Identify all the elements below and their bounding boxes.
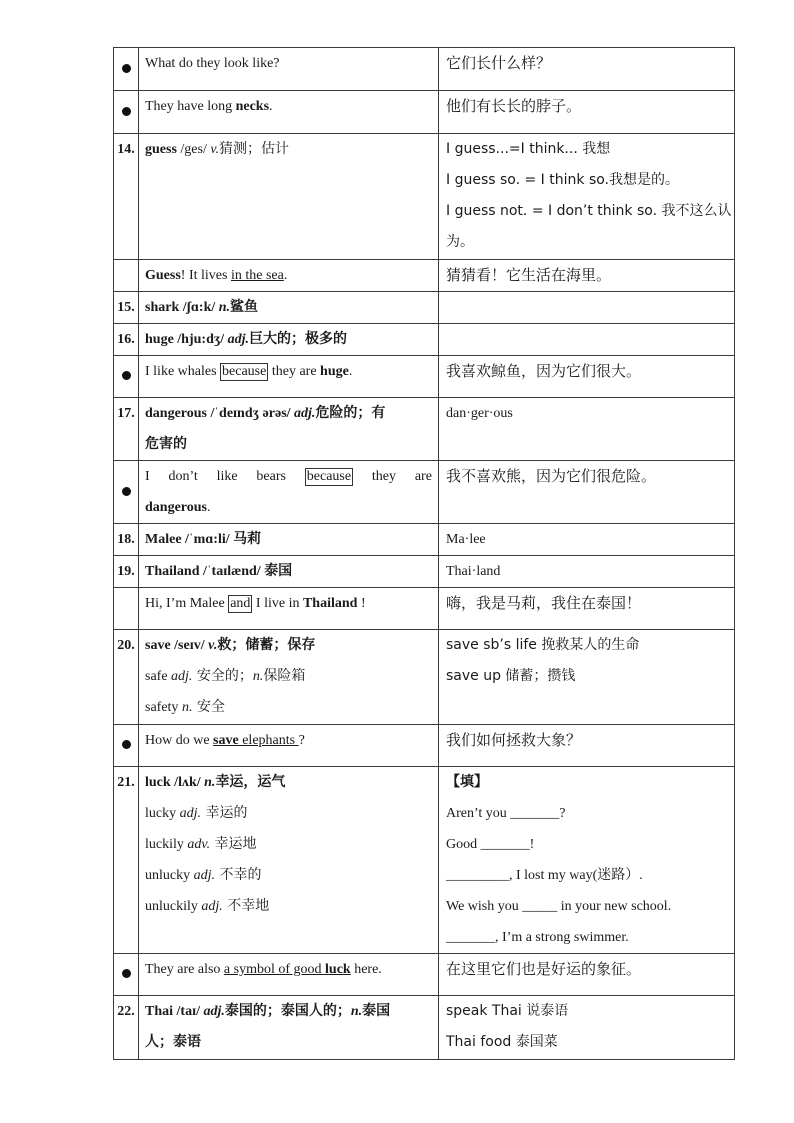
part-of-speech: adj. xyxy=(294,406,316,421)
usage-line: 为。 xyxy=(446,234,474,250)
exercise-line: We wish you _____ in your new school. xyxy=(446,899,672,914)
gloss: 泰国 xyxy=(264,563,293,579)
gloss: 不幸的 xyxy=(215,867,262,883)
syllable-text: dan·ger·ous xyxy=(446,406,513,421)
sentence-text: I like whales xyxy=(145,364,221,379)
entry-word xyxy=(139,556,439,588)
headword: save /seɪv/ xyxy=(145,638,209,653)
part-of-speech: v. xyxy=(210,142,220,157)
translation-text: 我喜欢鲸鱼，因为它们很大。 xyxy=(446,362,642,380)
sentence-text: They have long xyxy=(145,99,236,114)
usage-notes xyxy=(439,134,735,260)
gloss: 猜测；估计 xyxy=(219,141,290,157)
exercise-line: _______, I’m a strong swimmer. xyxy=(446,930,629,945)
word: bears xyxy=(256,469,286,484)
translation-text: 我们如何拯救大象？ xyxy=(446,731,582,749)
sentence-text: How do we xyxy=(145,733,214,748)
boxed-word: because xyxy=(222,364,267,379)
table-row xyxy=(114,48,735,91)
sentence-en xyxy=(139,356,439,398)
part-of-speech: adj. xyxy=(193,868,215,883)
syllables xyxy=(439,556,735,588)
part-of-speech: v. xyxy=(208,638,218,653)
entry-number: 14. xyxy=(114,134,139,260)
phonetic: /ges/ xyxy=(180,142,207,157)
gloss: 幸运的 xyxy=(201,805,248,821)
translation-text: 嗨，我是马莉，我住在泰国！ xyxy=(446,594,642,612)
translation-text: 它们长什么样？ xyxy=(446,54,552,72)
vocabulary-table xyxy=(113,47,735,1060)
translation-text: 我不喜欢熊，因为它们很危险。 xyxy=(446,467,657,485)
usage-notes xyxy=(439,630,735,725)
bullet-icon xyxy=(122,487,131,496)
headword: Thai /taɪ/ xyxy=(145,1004,204,1019)
punctuation: . xyxy=(206,500,211,515)
underlined-phrase: elephants xyxy=(238,733,299,748)
punctuation: . xyxy=(283,268,288,283)
exercise-line: Good _______! xyxy=(446,837,535,852)
underlined-phrase: a symbol of good xyxy=(223,962,326,977)
derived-word: safe xyxy=(145,669,172,684)
gloss: 鲨鱼 xyxy=(230,299,259,315)
sentence-en xyxy=(139,48,439,91)
sentence-en xyxy=(139,461,439,524)
empty-cell xyxy=(439,292,735,324)
word: are xyxy=(414,469,432,484)
table-row xyxy=(114,996,735,1060)
derived-word: safety xyxy=(145,700,182,715)
gloss: 保险箱 xyxy=(263,668,306,684)
usage-line: save sb’s life 挽救某人的生命 xyxy=(446,637,640,653)
empty-cell xyxy=(114,588,139,630)
sentence-en xyxy=(139,260,439,292)
keyword: dangerous xyxy=(145,500,207,515)
sentence-text: ! It lives xyxy=(180,268,231,283)
gloss: 人；泰语 xyxy=(145,1034,201,1050)
sentence-en xyxy=(139,954,439,996)
bullet-cell xyxy=(114,91,139,134)
translation-text: 在这里它们也是好运的象征。 xyxy=(446,960,642,978)
syllable-text: Ma·lee xyxy=(446,532,486,547)
bullet-cell xyxy=(114,48,139,91)
gloss: 泰国的；泰国人的； xyxy=(224,1003,351,1019)
usage-notes xyxy=(439,996,735,1060)
usage-line: Thai food 泰国菜 xyxy=(446,1034,558,1050)
table-row xyxy=(114,356,735,398)
table-row xyxy=(114,954,735,996)
usage-line: I guess...=I think... 我想 xyxy=(446,141,611,157)
table-row xyxy=(114,324,735,356)
derived-word: luckily xyxy=(145,837,188,852)
sentence-zh xyxy=(439,356,735,398)
entry-word xyxy=(139,996,439,1060)
gloss: 不幸地 xyxy=(222,898,270,914)
sentence-zh xyxy=(439,48,735,91)
gloss: 马莉 xyxy=(233,531,262,547)
gloss: 安全的； xyxy=(192,668,253,684)
table-row xyxy=(114,767,735,954)
empty-cell xyxy=(114,260,139,292)
entry-number: 18. xyxy=(114,524,139,556)
word: I xyxy=(145,469,150,484)
part-of-speech: adj. xyxy=(203,1004,225,1019)
bullet-icon xyxy=(122,969,131,978)
sentence-zh xyxy=(439,725,735,767)
translation-text: 猜猜看！它生活在海里。 xyxy=(446,266,612,284)
sentence-zh xyxy=(439,260,735,292)
table-row xyxy=(114,260,735,292)
syllables xyxy=(439,398,735,461)
underlined-phrase: in the sea xyxy=(230,268,284,283)
part-of-speech: adj. xyxy=(179,806,201,821)
entry-word xyxy=(139,324,439,356)
sentence-text: they are xyxy=(268,364,321,379)
sentence-zh xyxy=(439,954,735,996)
headword: shark /ʃɑ:k/ xyxy=(145,300,219,315)
part-of-speech: adj. xyxy=(201,899,223,914)
entry-number: 21. xyxy=(114,767,139,954)
sentence-zh xyxy=(439,461,735,524)
part-of-speech: n. xyxy=(350,1004,363,1019)
gloss: 救；储蓄；保存 xyxy=(217,637,316,653)
usage-line: I guess so. = I think so.我想是的。 xyxy=(446,172,680,188)
keyword: Thailand xyxy=(302,596,358,611)
table-row xyxy=(114,556,735,588)
headword: luck /lʌk/ xyxy=(145,775,205,790)
sentence-zh xyxy=(439,588,735,630)
gloss: 巨大的；极多的 xyxy=(249,331,348,347)
table-row xyxy=(114,134,735,260)
entry-number: 17. xyxy=(114,398,139,461)
keyword: save xyxy=(213,733,239,748)
bullet-cell xyxy=(114,356,139,398)
part-of-speech: adv. xyxy=(187,837,211,852)
table-row xyxy=(114,292,735,324)
sentence-text: I live in xyxy=(252,596,303,611)
bullet-cell xyxy=(114,954,139,996)
keyword: Guess xyxy=(145,268,181,283)
exercise-line: Aren’t you _______? xyxy=(446,806,566,821)
punctuation: . xyxy=(269,99,273,114)
fill-exercise xyxy=(439,767,735,954)
part-of-speech: n. xyxy=(252,669,264,684)
derived-word: unluckily xyxy=(145,899,202,914)
usage-line: speak Thai 说泰语 xyxy=(446,1003,569,1019)
part-of-speech: n. xyxy=(218,300,231,315)
gloss: 安全 xyxy=(192,699,225,715)
headword: Malee /ˈmɑ:li/ xyxy=(145,532,234,547)
entry-word xyxy=(139,767,439,954)
table-row xyxy=(114,91,735,134)
entry-number: 15. xyxy=(114,292,139,324)
keyword: huge xyxy=(320,364,349,379)
part-of-speech: adj. xyxy=(227,332,250,347)
derived-word: unlucky xyxy=(145,868,194,883)
exercise-title: 【填】 xyxy=(446,774,488,790)
punctuation: ! xyxy=(357,596,366,611)
translation-text: 他们有长长的脖子。 xyxy=(446,97,582,115)
exercise-line: _________, I lost my way(迷路）. xyxy=(446,868,643,883)
table-row xyxy=(114,398,735,461)
headword: Thailand /ˈtaɪlænd/ xyxy=(145,564,265,579)
usage-line: save up 储蓄；攒钱 xyxy=(446,668,576,684)
table-row xyxy=(114,725,735,767)
keyword: necks xyxy=(235,99,270,114)
entry-word xyxy=(139,524,439,556)
sentence-text: Hi, I’m Malee xyxy=(145,596,229,611)
headword: huge /hju:dʒ/ xyxy=(145,332,228,347)
sentence-en xyxy=(139,91,439,134)
punctuation: ? xyxy=(298,733,305,748)
syllable-text: Thai·land xyxy=(446,564,501,579)
table-row xyxy=(114,461,735,524)
sentence-zh xyxy=(439,91,735,134)
punctuation: . xyxy=(348,364,353,379)
part-of-speech: n. xyxy=(181,700,193,715)
gloss: 泰国 xyxy=(362,1003,391,1019)
boxed-word: and xyxy=(230,596,251,611)
usage-line: I guess not. = I don’t think so. 我不这么认 xyxy=(446,203,732,219)
entry-number: 20. xyxy=(114,630,139,725)
sentence-text: here. xyxy=(350,962,382,977)
headword: dangerous /ˈdeɪndʒ ərəs/ xyxy=(145,406,295,421)
word: don’t xyxy=(168,469,198,484)
entry-number: 22. xyxy=(114,996,139,1060)
sentence-en xyxy=(139,725,439,767)
derived-word: lucky xyxy=(145,806,180,821)
empty-cell xyxy=(439,324,735,356)
headword: guess xyxy=(145,142,177,157)
gloss: 幸运，运气 xyxy=(215,774,286,790)
bullet-icon xyxy=(122,107,131,116)
entry-word xyxy=(139,398,439,461)
entry-number: 19. xyxy=(114,556,139,588)
table-row xyxy=(114,630,735,725)
syllables xyxy=(439,524,735,556)
bullet-icon xyxy=(122,64,131,73)
part-of-speech: n. xyxy=(204,775,216,790)
gloss: 幸运地 xyxy=(210,836,257,852)
sentence-en xyxy=(139,588,439,630)
bullet-cell xyxy=(114,725,139,767)
sentence-text: What do they look like? xyxy=(145,56,280,71)
bullet-cell xyxy=(114,461,139,524)
sentence-text: They are also xyxy=(145,962,224,977)
bullet-icon xyxy=(122,371,131,380)
table-row xyxy=(114,524,735,556)
word: they xyxy=(371,469,397,484)
entry-number: 16. xyxy=(114,324,139,356)
boxed-word: because xyxy=(306,469,352,484)
gloss: 危险的；有 xyxy=(315,405,386,421)
table-row xyxy=(114,588,735,630)
entry-word xyxy=(139,630,439,725)
word: like xyxy=(216,469,238,484)
entry-word xyxy=(139,292,439,324)
part-of-speech: adj. xyxy=(171,669,193,684)
keyword: luck xyxy=(325,962,351,977)
entry-word xyxy=(139,134,439,260)
gloss: 危害的 xyxy=(145,436,187,452)
bullet-icon xyxy=(122,740,131,749)
